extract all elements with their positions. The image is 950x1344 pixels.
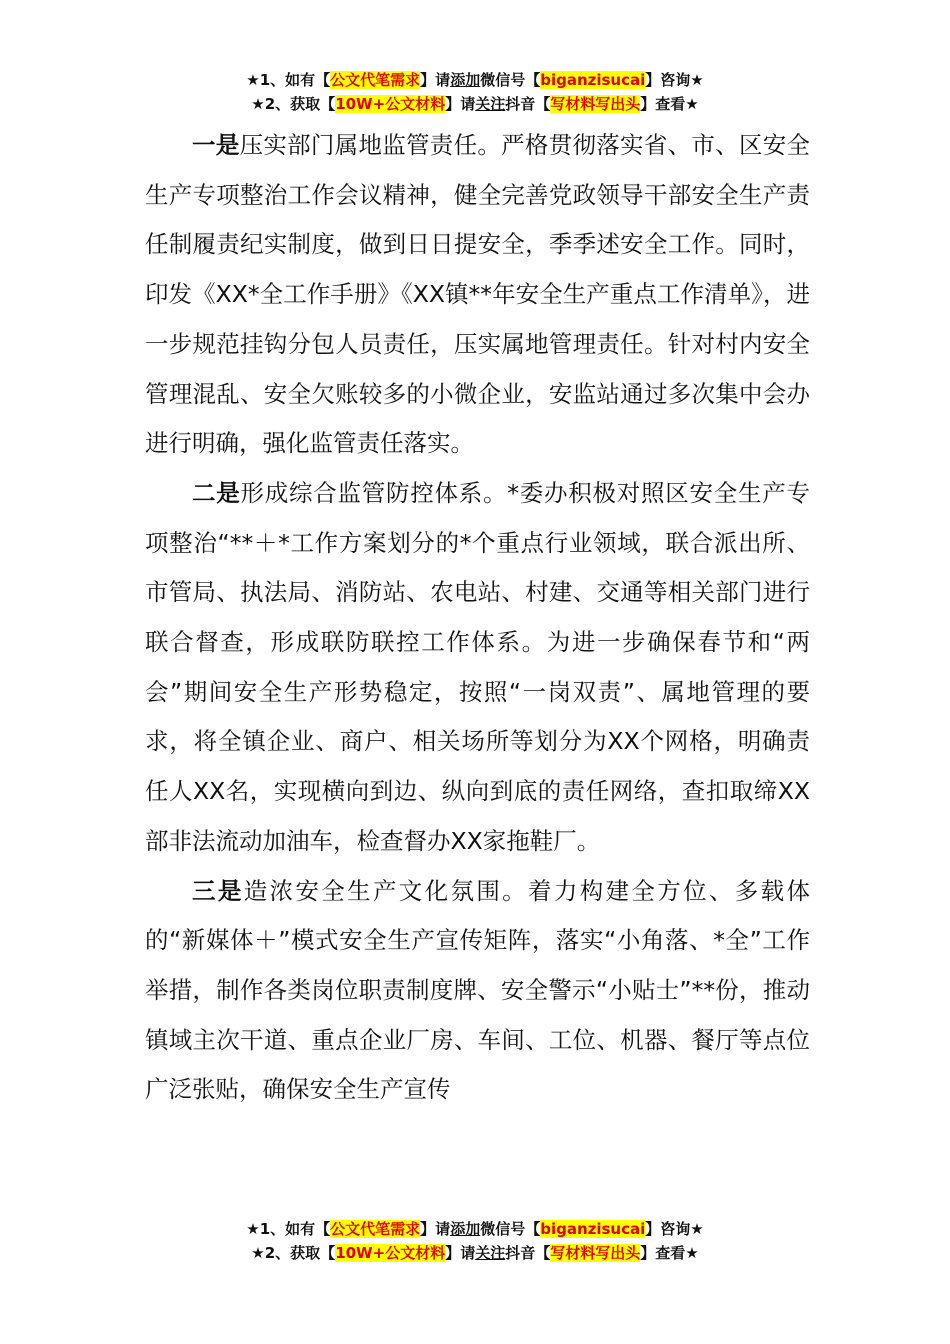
wechat-id: biganzisucai [540,1220,646,1238]
notice-text: ★2、获取【 [251,95,336,113]
notice-text: ★1、如有【 [246,1220,331,1238]
footer-notice [0,1217,950,1265]
header-notice [0,68,950,116]
notice-text: 】查看★ [640,1244,699,1262]
notice-line-2 [0,1241,950,1265]
notice-text: 】请 [445,1244,476,1262]
notice-underlined: 关注 [475,95,506,113]
paragraph-lead: 三是 [192,876,244,905]
notice-text: 微信号【 [480,71,541,89]
notice-text: 微信号【 [480,1220,541,1238]
wechat-id: biganzisucai [540,71,646,89]
paragraph-text: 压实部门属地监管责任。严格贯彻落实省、市、区安全生产专项整治工作会议精神，健全完善党政领导干部安全生产责任制履责纪实制度，做到日日提安全，季季述安全工作。同时，印发《XX*全工作手册》《XX镇**年安全生产重点工作清单》，进一步规范挂钩分包人员责任，压实属地管理责任。针对村内安全管理混乱、安全欠账较多的小微企业，安监站通过多次集中会办进行明确，强化监管责任落实。 [145,131,811,458]
notice-text: 】请 [445,95,476,113]
notice-text: 】咨询★ [645,71,704,89]
paragraph-1 [145,121,810,469]
notice-highlight: 公文代笔需求 [330,71,421,89]
douyin-account: 写材料写出头 [550,1244,641,1262]
notice-highlight: 10W+公文材料 [335,95,446,113]
paragraph-text: 造浓安全生产文化氛围。着力构建全方位、多载体的“新媒体＋”模式安全生产宣传矩阵，落实“小角落、*全”工作举措，制作各类岗位职责制度牌、安全警示“小贴士”**份，推动镇域主次干道、重点企业厂房、车间、工位、机器、餐厅等点位广泛张贴，确保安全生产宣传 [145,876,811,1104]
douyin-account: 写材料写出头 [550,95,641,113]
notice-text: 】请 [420,1220,451,1238]
notice-underlined: 添加 [450,1220,481,1238]
paragraph-3 [145,867,810,1116]
notice-text: ★2、获取【 [251,1244,336,1262]
paragraph-2 [145,469,810,867]
paragraph-text: 形成综合监管防控体系。*委办积极对照区安全生产专项整治“**＋*工作方案划分的*个重点行业领域，联合派出所、市管局、执法局、消防站、农电站、村建、交通等相关部门进行联合督查，形成联防联控工作体系。为进一步确保春节和“两会”期间安全生产形势稳定，按照“一岗双责”、属地管理的要求，将全镇企业、商户、相关场所等划分为XX个网格，明确责任人XX名，实现横向到边、纵向到底的责任网络，查扣取缔XX部非法流动加油车，检查督办XX家拖鞋厂。 [145,478,810,855]
notice-text: 】请 [420,71,451,89]
notice-line-1 [0,68,950,92]
notice-line-1 [0,1217,950,1241]
notice-highlight: 公文代笔需求 [330,1220,421,1238]
notice-text: 】查看★ [640,95,699,113]
paragraph-lead: 一是 [192,131,240,159]
notice-text: ★1、如有【 [246,71,331,89]
notice-text: 抖音【 [505,1244,551,1262]
notice-text: 抖音【 [505,95,551,113]
document-body [145,121,810,1115]
notice-text: 】咨询★ [645,1220,704,1238]
notice-underlined: 添加 [450,71,481,89]
notice-underlined: 关注 [475,1244,506,1262]
notice-line-2 [0,92,950,116]
notice-highlight: 10W+公文材料 [335,1244,446,1262]
paragraph-lead: 二是 [192,478,241,507]
